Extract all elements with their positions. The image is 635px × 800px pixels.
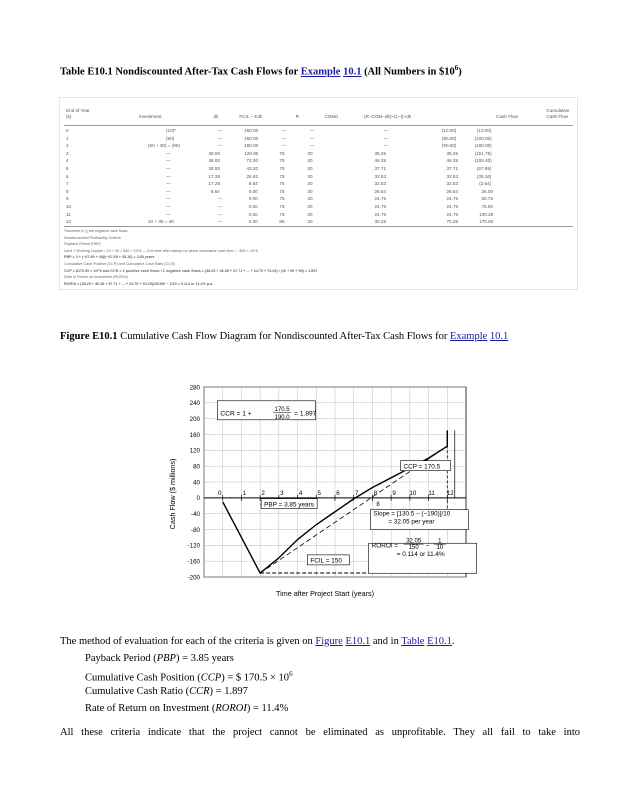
table-cell: (10.00) xyxy=(441,128,457,133)
table-cell: (10.00) xyxy=(476,128,492,133)
y-tick-label: 40 xyxy=(193,479,200,487)
table-caption-units: (All Numbers in $10 xyxy=(361,66,455,78)
table-cell: 48.00 xyxy=(208,158,220,164)
table-cell: (35.16) xyxy=(476,173,492,179)
table-cell: 24.75 xyxy=(446,211,458,217)
table-cell: — xyxy=(217,204,223,209)
y-tick-label: 280 xyxy=(189,384,200,392)
method-paragraph xyxy=(60,636,454,647)
table-cell: — xyxy=(217,219,223,225)
year8-label: 8 xyxy=(376,501,380,508)
table-cell: — xyxy=(281,135,287,141)
table-cell: 75 xyxy=(279,166,285,171)
criterion-abbr: CCR xyxy=(189,686,210,697)
table-header-cell: dk xyxy=(213,114,219,119)
table-footnote: PBP = 3 + (−67.69 + 40)/(−67.69 + 35.16) = 3.85 years xyxy=(64,255,155,260)
x-tick-label: 10 xyxy=(409,489,417,497)
y-tick-label: 80 xyxy=(193,463,200,471)
figure-link[interactable]: Figure xyxy=(315,636,343,647)
table-cell: 46.35 xyxy=(446,158,458,164)
criterion-line xyxy=(85,653,234,664)
table-cell: (60 + 30) = (90) xyxy=(148,143,180,149)
table-cell: 30 xyxy=(307,150,313,156)
table-cell: 30 xyxy=(307,211,313,217)
table-cell: 38.25 xyxy=(446,150,458,156)
table-cell: 50.75 xyxy=(481,196,493,202)
table-cell: 24.75 xyxy=(446,204,458,209)
criterion-prefix: Rate of Return on Investment ( xyxy=(85,702,216,714)
table-link[interactable]: Table xyxy=(401,636,425,647)
table-cell: 150.00 xyxy=(244,128,259,133)
table-cell: 26.00 xyxy=(481,188,493,194)
ccr-denominator: 190.0 xyxy=(274,414,290,421)
y-tick-label: 0 xyxy=(196,495,200,503)
table-cell: 28.64 xyxy=(374,188,386,194)
table-cell: (67.69) xyxy=(476,166,492,171)
pbp-label: PBP = 3.85 years xyxy=(264,501,314,509)
table-cell: 24.75 xyxy=(374,211,386,217)
table-cell: — xyxy=(166,181,171,187)
table-cell: — xyxy=(309,143,315,149)
table-cell: 75 xyxy=(279,181,285,187)
table-cell: — xyxy=(166,196,171,202)
table-cell: 75 xyxy=(279,204,285,209)
cash-flow-table-image xyxy=(59,97,578,290)
table-cell: 75 xyxy=(279,211,285,217)
table-cell: — xyxy=(217,143,223,149)
x-tick-label: 5 xyxy=(317,489,322,497)
table-cell: — xyxy=(383,143,389,149)
ccp-label: CCP = 170.5 xyxy=(403,463,441,471)
table-caption-label: Table E10.1 xyxy=(60,66,113,78)
table-cell: 8.64 xyxy=(248,181,258,187)
criterion-abbr: ROROI xyxy=(215,702,247,714)
table-cell: 75 xyxy=(279,158,285,164)
table-cell: 30 xyxy=(307,166,313,171)
table-cell: 28.80 xyxy=(208,166,220,171)
y-tick-label: -200 xyxy=(187,574,200,582)
table-cell: 4 xyxy=(66,158,69,164)
table-footnote: CCP = $170.50 × 10^6 and CCR = Σ positive cash flows / Σ negative cash flows = (38.25 + 46.35 + 37.71 + ... + 24.75 + 70.25) / (10 + 90 + 90) = 1.897 xyxy=(64,268,318,273)
table-cell: 8 xyxy=(66,188,69,194)
figure-caption-label: Figure E10.1 xyxy=(60,331,118,342)
criterion-value: ) = 1.897 xyxy=(209,686,248,697)
table-header-cell: COMd xyxy=(324,114,338,119)
table-footnote: Payback Period (PBP) xyxy=(64,242,101,247)
example-link[interactable]: Example xyxy=(300,66,341,78)
table-cell: — xyxy=(217,211,223,217)
criterion-prefix: Payback Period ( xyxy=(85,653,157,664)
table-footnote: Cumulative Cash Position (CCP) and Cumulative Cash Ratio (CCR) xyxy=(64,262,175,266)
table-cell: 30 xyxy=(307,196,313,202)
table-cell: — xyxy=(383,135,389,141)
criterion-abbr: PBP xyxy=(156,653,176,664)
table-header-cell: FCIL − Σdk xyxy=(239,114,263,119)
table-cell: 24.75 xyxy=(374,204,386,209)
table-cell: 2 xyxy=(66,143,69,149)
x-tick-label: 1 xyxy=(242,489,247,497)
method-mid: and in xyxy=(370,636,402,647)
table-number-link[interactable]: E10.1 xyxy=(427,636,452,647)
y-tick-label: -160 xyxy=(187,558,200,566)
table-cell: 46.35 xyxy=(374,158,386,164)
table-cell: — xyxy=(166,211,171,217)
table-cell: 32.53 xyxy=(446,173,458,179)
ccr-numerator: 170.5 xyxy=(274,406,290,413)
y-axis-label: Cash Flow ($ millions) xyxy=(168,458,177,530)
slope-line2: = 32.05 per year xyxy=(388,518,435,526)
table-footnote: Rate of Return on Investment (ROROI) xyxy=(64,275,128,280)
table-cell: 38.25 xyxy=(374,150,386,156)
table-header-cell: Cash Flow xyxy=(496,114,518,119)
roroi-minus: − xyxy=(425,542,430,550)
table-cell: 100.25 xyxy=(479,211,494,217)
table-cell: 85 xyxy=(279,219,285,225)
table-cell: 10 xyxy=(66,204,72,209)
figure-caption xyxy=(60,329,580,344)
table-cell: 17.28 xyxy=(208,173,220,179)
conclusion-line: All these criteria indicate that the project cannot be eliminated as unprofitable. They all fail to take into xyxy=(60,727,580,738)
table-cell: (10)* xyxy=(166,128,176,133)
roroi-den1: 150 xyxy=(408,545,419,552)
table-cell: 30 xyxy=(307,219,313,225)
table-cell: — xyxy=(166,204,171,209)
roroi-result: = 0.114 or 11.4% xyxy=(396,551,445,559)
table-cell: 70.25 xyxy=(446,219,458,225)
table-footnote: Nondiscounted Profitability Criteria xyxy=(64,235,121,240)
table-cell: — xyxy=(166,158,171,164)
table-footnote: Land + Working Capital = 10 + 30 = $40 × 10^6 — End time after startup for which cumulative cash flow = −$40 × 10^6 xyxy=(64,248,258,253)
cumulative-cash-flow-chart xyxy=(158,381,498,603)
figure-example-number-link[interactable]: 10.1 xyxy=(489,331,509,342)
table-cell: — xyxy=(281,143,287,149)
y-tick-labels xyxy=(188,384,201,581)
table-footnote: *Numbers in () are negative cash flows. xyxy=(64,229,129,233)
x-axis-label: Time after Project Start (years) xyxy=(276,589,374,598)
table-header-cell: Investment xyxy=(139,114,162,119)
table-cell: — xyxy=(166,173,171,179)
table-cell: 72.00 xyxy=(246,158,258,164)
table-cell: 30 xyxy=(307,173,313,179)
table-cell: (190.00) xyxy=(474,143,492,149)
table-cell: 30 xyxy=(307,181,313,187)
table-cell: 30 xyxy=(307,204,313,209)
y-tick-label: -120 xyxy=(187,542,200,550)
table-caption-close: ) xyxy=(458,66,462,78)
x-tick-label: 9 xyxy=(392,489,396,497)
table-cell: (90.00) xyxy=(441,135,457,141)
ccr-prefix: CCR = 1 + xyxy=(220,410,252,418)
table-cell: 37.71 xyxy=(446,166,458,171)
table-cell: — xyxy=(281,128,287,133)
table-cell: — xyxy=(166,166,171,171)
table-cell: 75 xyxy=(279,188,285,194)
x-tick-label: 11 xyxy=(428,489,435,497)
table-cell: 0.00 xyxy=(248,196,258,202)
table-cell: 150.00 xyxy=(244,135,259,141)
table-cell: 0.00 xyxy=(248,211,258,217)
table-header-cell: End of Year (k) xyxy=(66,108,90,119)
table-caption xyxy=(60,64,462,78)
figure-caption-text: Cumulative Cash Flow Diagram for Nondiscounted After-Tax Cash Flows for xyxy=(117,331,450,342)
x-tick-label: 6 xyxy=(336,489,340,497)
table-cell: 75 xyxy=(279,196,285,202)
table-body-rule xyxy=(64,226,573,227)
x-tick-label: 8 xyxy=(373,489,378,497)
table-cell: 11 xyxy=(66,211,71,217)
table-cell: — xyxy=(309,128,315,133)
table-cell: 10 + 30 = 40 xyxy=(148,219,174,225)
table-cell: 0.00 xyxy=(248,188,258,194)
criterion-prefix: Cumulative Cash Ratio ( xyxy=(85,686,190,697)
table-cell: 32.53 xyxy=(446,181,458,187)
criterion-value: ) = 11.4% xyxy=(246,702,289,714)
y-tick-label: 160 xyxy=(189,431,200,439)
table-cell: (105.40) xyxy=(474,158,492,164)
table-cell: 75 xyxy=(279,150,285,156)
example-number-link[interactable]: 10.1 xyxy=(343,66,362,78)
y-tick-label: 200 xyxy=(189,416,200,424)
criterion-line xyxy=(85,686,248,697)
table-cell: (90) xyxy=(166,135,175,141)
criterion-value: ) = 3.85 years xyxy=(175,653,234,664)
table-cell: 24.75 xyxy=(374,196,386,202)
table-cell: 75.50 xyxy=(481,204,493,209)
table-cell: 1 xyxy=(66,135,69,141)
table-cell: 7 xyxy=(66,181,69,187)
figure-example-link[interactable]: Example xyxy=(449,331,488,342)
table-cell: 30.25 xyxy=(374,219,386,225)
table-cell: (2.64) xyxy=(479,181,492,187)
table-cell: 0.00 xyxy=(248,219,258,225)
criterion-line xyxy=(85,670,293,684)
slope-line1: Slope = [130.5 − (−190)]/10 xyxy=(373,510,451,518)
table-cell: 5 xyxy=(66,166,69,171)
x-tick-label: 7 xyxy=(354,489,359,497)
method-intro: The method of evaluation for each of the criteria is given on xyxy=(60,636,316,647)
figure-number-link[interactable]: E10.1 xyxy=(345,636,371,647)
criterion-value: ) = $ 170.5 × 10 xyxy=(221,672,290,683)
table-cell: 150.00 xyxy=(244,143,259,149)
criterion-abbr: CCP xyxy=(200,672,222,683)
y-tick-label: -80 xyxy=(191,526,200,534)
table-cell: 120.00 xyxy=(244,150,259,156)
table-header-cell: Cumulative Cash Flow xyxy=(546,108,570,119)
y-tick-label: 120 xyxy=(189,447,200,455)
table-cell: 24.75 xyxy=(446,196,458,202)
x-tick-label: 2 xyxy=(261,489,265,497)
y-tick-label: -40 xyxy=(191,511,200,519)
criterion-sup: 6 xyxy=(289,669,293,678)
cash-flow-figure xyxy=(158,381,498,603)
table-cell: 3 xyxy=(66,150,69,156)
table-cell: — xyxy=(309,135,315,141)
criterion-prefix: Cumulative Cash Position ( xyxy=(85,672,201,683)
roroi-num1: 32.05 xyxy=(406,538,422,545)
table-caption-sup: 6 xyxy=(454,64,459,72)
table-cell: 0 xyxy=(66,128,69,133)
table-cell: 43.20 xyxy=(246,166,258,171)
table-cell: 32.53 xyxy=(374,181,386,187)
method-end: . xyxy=(451,636,455,647)
table-cell: 25.92 xyxy=(246,173,258,179)
ccr-result: = 1.897 xyxy=(294,410,317,418)
table-cell: 30.00 xyxy=(208,150,220,156)
roroi-label: ROROI = xyxy=(371,542,399,550)
table-cell: 75 xyxy=(279,173,285,179)
table-cell: (151.75) xyxy=(474,150,492,156)
table-cell: 17.28 xyxy=(208,181,220,187)
x-tick-label: 3 xyxy=(280,489,284,497)
table-cell: (90.00) xyxy=(441,143,457,149)
table-cell: 28.64 xyxy=(446,188,458,194)
x-tick-label: 4 xyxy=(298,489,303,497)
table-cell: — xyxy=(217,135,223,141)
table-cell: — xyxy=(383,128,389,133)
roroi-num2: 1 xyxy=(438,538,442,545)
table-cell: 6 xyxy=(66,173,69,179)
table-cell: — xyxy=(217,196,223,202)
x-tick-label: 0 xyxy=(217,489,222,497)
table-cell: 0.00 xyxy=(248,204,258,209)
table-cell: 9 xyxy=(66,196,69,202)
x-tick-label: 12 xyxy=(446,489,454,497)
y-tick-label: 240 xyxy=(189,400,200,408)
table-cell: — xyxy=(166,188,171,194)
table-header-rule xyxy=(64,125,573,126)
table-cell: 30 xyxy=(307,158,313,164)
table-cell: (100.00) xyxy=(474,135,492,141)
table-cell: 12 xyxy=(66,219,72,225)
table-cell: 37.71 xyxy=(374,166,386,171)
table-header-cell: R xyxy=(295,114,299,119)
table-footnote: ROROI = (38.25 + 46.35 + 37.71 + ... + 24.75 + 30.25)/10/150 − 1/10 = 0.114 or 11.4% p.a. xyxy=(64,281,214,286)
table-cell: — xyxy=(217,128,223,133)
table-cell: 170.50 xyxy=(479,219,494,225)
table-caption-text: Nondiscounted After-Tax Cash Flows for xyxy=(112,66,301,78)
table-cell: 32.53 xyxy=(374,173,386,179)
table-cell: 30 xyxy=(307,188,313,194)
table-header-cell: (R−COM−dk)×(1−t)+dk xyxy=(364,114,412,119)
table-cell: 8.64 xyxy=(210,188,220,194)
table-cell: — xyxy=(166,150,171,156)
criterion-line xyxy=(85,703,288,714)
roroi-den2: 10 xyxy=(436,545,444,552)
fci-label: FCIL = 150 xyxy=(310,557,342,565)
